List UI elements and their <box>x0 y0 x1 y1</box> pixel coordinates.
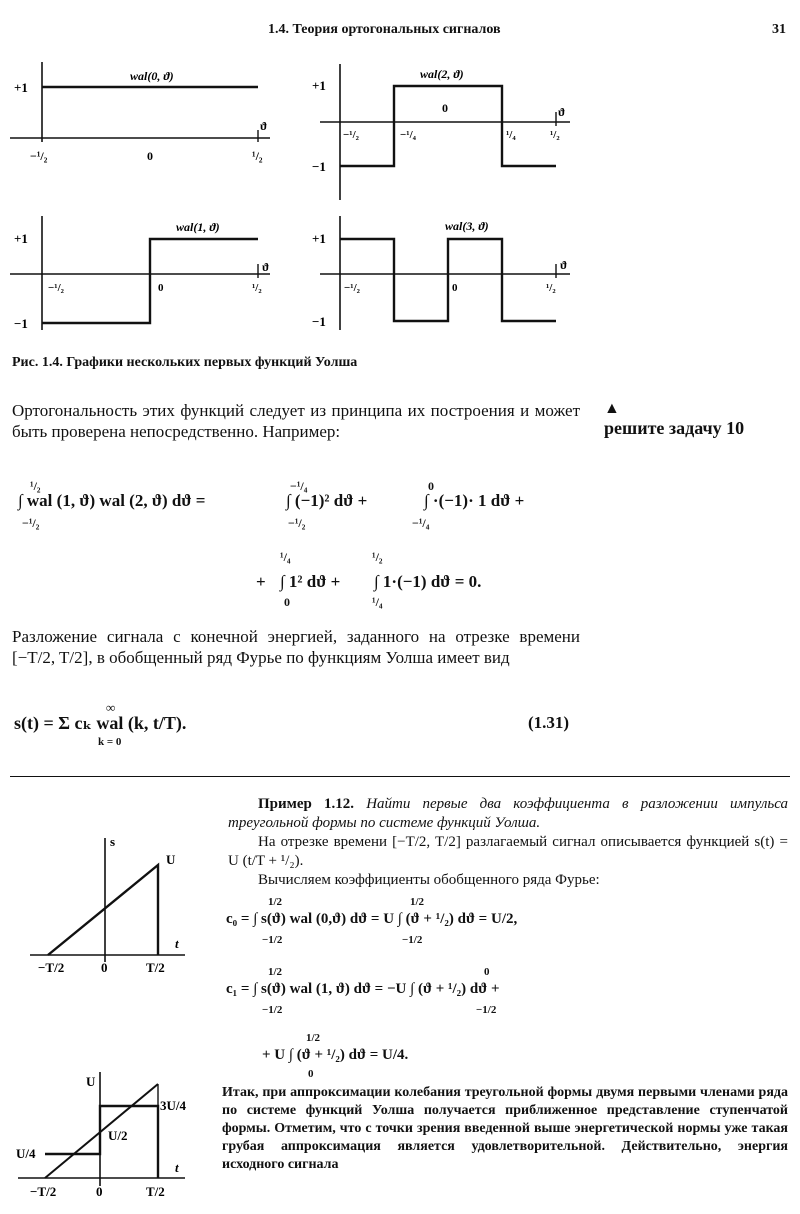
limit: 1/2 <box>268 966 283 978</box>
plot-title: wal(2, ϑ) <box>420 67 464 81</box>
svg-text:−¹/₄: −¹/₄ <box>400 129 416 141</box>
page-number: 31 <box>772 22 786 37</box>
plot-title: wal(3, ϑ) <box>445 219 489 233</box>
svg-text:T/2: T/2 <box>146 1184 165 1199</box>
side-note-text: решите задачу 10 <box>604 418 745 438</box>
step-waveform <box>45 1106 158 1178</box>
equation-term: ∫ 1² dϑ + <box>280 572 341 591</box>
svg-text:¹/₄: ¹/₄ <box>506 129 516 141</box>
paragraph-orthogonality: Ортогональность этих функций следует из принципа их построения и может быть проверена непосредственно. Например: <box>12 401 580 441</box>
walsh-waveform <box>340 239 556 321</box>
example-block <box>228 795 788 890</box>
equation-c1: c₁ = ∫ s(ϑ) wal (1, ϑ) dϑ = −U ∫ (ϑ + ¹/₂) dϑ + <box>226 981 500 997</box>
svg-text:T/2: T/2 <box>146 960 165 975</box>
equation-number: (1.31) <box>528 713 570 732</box>
limit: ¹/₂ <box>372 550 383 564</box>
limit: −¹/₂ <box>22 516 40 530</box>
svg-text:+1: +1 <box>14 80 28 95</box>
equation-term: ∫ ·(−1)· 1 dϑ + <box>424 491 525 510</box>
svg-text:ϑ: ϑ <box>560 258 568 272</box>
svg-text:0: 0 <box>147 149 153 163</box>
equation-lhs: ∫ wal (1, ϑ) wal (2, ϑ) dϑ = <box>18 491 206 510</box>
example-conclusion: Итак, при аппроксимации колебания треугольной формы двумя первыми членами ряда по системе функций Уолша получается приближенное представление ступенчатой формы. Отметим, что с точки зрения введенной выше энергетической нормы уже такая грубая аппроксимация является удовлетворительной. Действительно, энергия исходного сигнала <box>222 1085 788 1172</box>
limit: ∞ <box>106 700 116 715</box>
triangle-waveform <box>48 865 158 955</box>
limit: 1/2 <box>306 1032 321 1044</box>
limit: 0 <box>308 1068 314 1080</box>
svg-text:−1: −1 <box>312 159 326 174</box>
walsh-waveform <box>42 239 258 323</box>
limit: −1/2 <box>476 1004 497 1016</box>
svg-text:−T/2: −T/2 <box>30 1184 57 1199</box>
equation-1-31: s(t) = Σ cₖ wal (k, t/T). <box>14 713 187 733</box>
section-divider <box>10 776 790 777</box>
svg-text:0: 0 <box>96 1184 103 1199</box>
limit: ¹/₂ <box>30 479 41 493</box>
svg-text:¹/₂: ¹/₂ <box>252 149 263 163</box>
walsh-functions-figure <box>0 50 800 360</box>
limit: −1/2 <box>402 934 423 946</box>
walsh-plot-wal3 <box>312 216 570 330</box>
limit: −¹/₄ <box>412 516 430 530</box>
svg-text:0: 0 <box>158 282 164 294</box>
svg-text:ϑ: ϑ <box>262 260 270 274</box>
limit: 0 <box>484 966 490 978</box>
svg-text:−1: −1 <box>14 316 28 331</box>
plot-title: wal(0, ϑ) <box>130 69 174 83</box>
svg-text:¹/₂: ¹/₂ <box>546 282 556 294</box>
triangle-marker-icon: ▲ <box>604 400 620 417</box>
svg-text:−¹/₂: −¹/₂ <box>343 129 359 141</box>
walsh-plot-wal1 <box>10 216 270 331</box>
plus-sign: + <box>256 572 266 591</box>
limit: ¹/₄ <box>280 550 291 564</box>
triangle-pulse-figure <box>10 820 210 980</box>
svg-text:+1: +1 <box>312 78 326 93</box>
side-note <box>604 400 744 439</box>
limit: 0 <box>428 479 434 493</box>
plot-title: wal(1, ϑ) <box>176 220 220 234</box>
svg-text:U: U <box>166 852 176 867</box>
svg-text:−¹/₂: −¹/₂ <box>30 149 48 163</box>
walsh-plot-wal2 <box>312 64 570 200</box>
svg-text:−¹/₂: −¹/₂ <box>48 282 64 294</box>
svg-text:ϑ: ϑ <box>260 119 268 133</box>
equation-term: ∫ (−1)² dϑ + <box>286 491 368 510</box>
svg-text:0: 0 <box>101 960 108 975</box>
svg-text:U/4: U/4 <box>16 1146 36 1161</box>
equation-c1-cont: + U ∫ (ϑ + ¹/₂) dϑ = U/4. <box>262 1047 409 1063</box>
example-label: Пример 1.12. <box>258 796 355 812</box>
example-line: Вычисляем коэффициенты обобщенного ряда Фурье: <box>258 872 600 888</box>
svg-text:U: U <box>86 1074 96 1089</box>
equation-term: ∫ 1·(−1) dϑ = 0. <box>374 572 482 591</box>
limit: ¹/₄ <box>372 595 383 609</box>
example-task: Найти первые два коэффициента в разложении импульса треугольной формы по системе функций Уолша. <box>228 796 788 831</box>
svg-text:t: t <box>175 1160 179 1175</box>
limit: −1/2 <box>262 934 283 946</box>
equation-c0: c₀ = ∫ s(ϑ) wal (0,ϑ) dϑ = U ∫ (ϑ + ¹/₂) dϑ = U/2, <box>226 911 518 927</box>
svg-text:+1: +1 <box>14 231 28 246</box>
example-line: На отрезке времени [−T/2, T/2] разлагаемый сигнал описывается функцией s(t) = U (t/T + ¹/₂). <box>228 834 788 869</box>
limit: −¹/₄ <box>290 479 308 493</box>
figure-caption: Рис. 1.4. Графики нескольких первых функций Уолша <box>12 355 358 370</box>
svg-text:−1: −1 <box>312 314 326 329</box>
paragraph-expansion: Разложение сигнала с конечной энергией, заданного на отрезке времени [−T/2, T/2], в обобщенный ряд Фурье по функциям Уолша имеет вид <box>12 627 580 667</box>
svg-text:−¹/₂: −¹/₂ <box>344 282 360 294</box>
svg-text:+1: +1 <box>312 231 326 246</box>
svg-text:¹/₂: ¹/₂ <box>252 282 262 294</box>
svg-text:s: s <box>110 834 116 849</box>
section-title: 1.4. Теория ортогональных сигналов <box>268 22 501 37</box>
limit: −¹/₂ <box>288 516 306 530</box>
svg-text:U/2: U/2 <box>108 1128 128 1143</box>
walsh-waveform <box>340 86 556 166</box>
limit: k = 0 <box>98 736 122 748</box>
svg-text:t: t <box>175 936 179 951</box>
svg-text:0: 0 <box>442 101 448 115</box>
limit: −1/2 <box>262 1004 283 1016</box>
svg-text:3U/4: 3U/4 <box>160 1098 186 1113</box>
svg-text:−T/2: −T/2 <box>38 960 65 975</box>
svg-text:0: 0 <box>452 282 458 294</box>
limit: 0 <box>284 595 290 609</box>
step-approximation-figure <box>10 1064 220 1204</box>
svg-text:ϑ: ϑ <box>558 105 566 119</box>
svg-text:¹/₂: ¹/₂ <box>550 129 560 141</box>
walsh-plot-wal0 <box>10 62 270 163</box>
limit: 1/2 <box>268 896 283 908</box>
limit: 1/2 <box>410 896 425 908</box>
